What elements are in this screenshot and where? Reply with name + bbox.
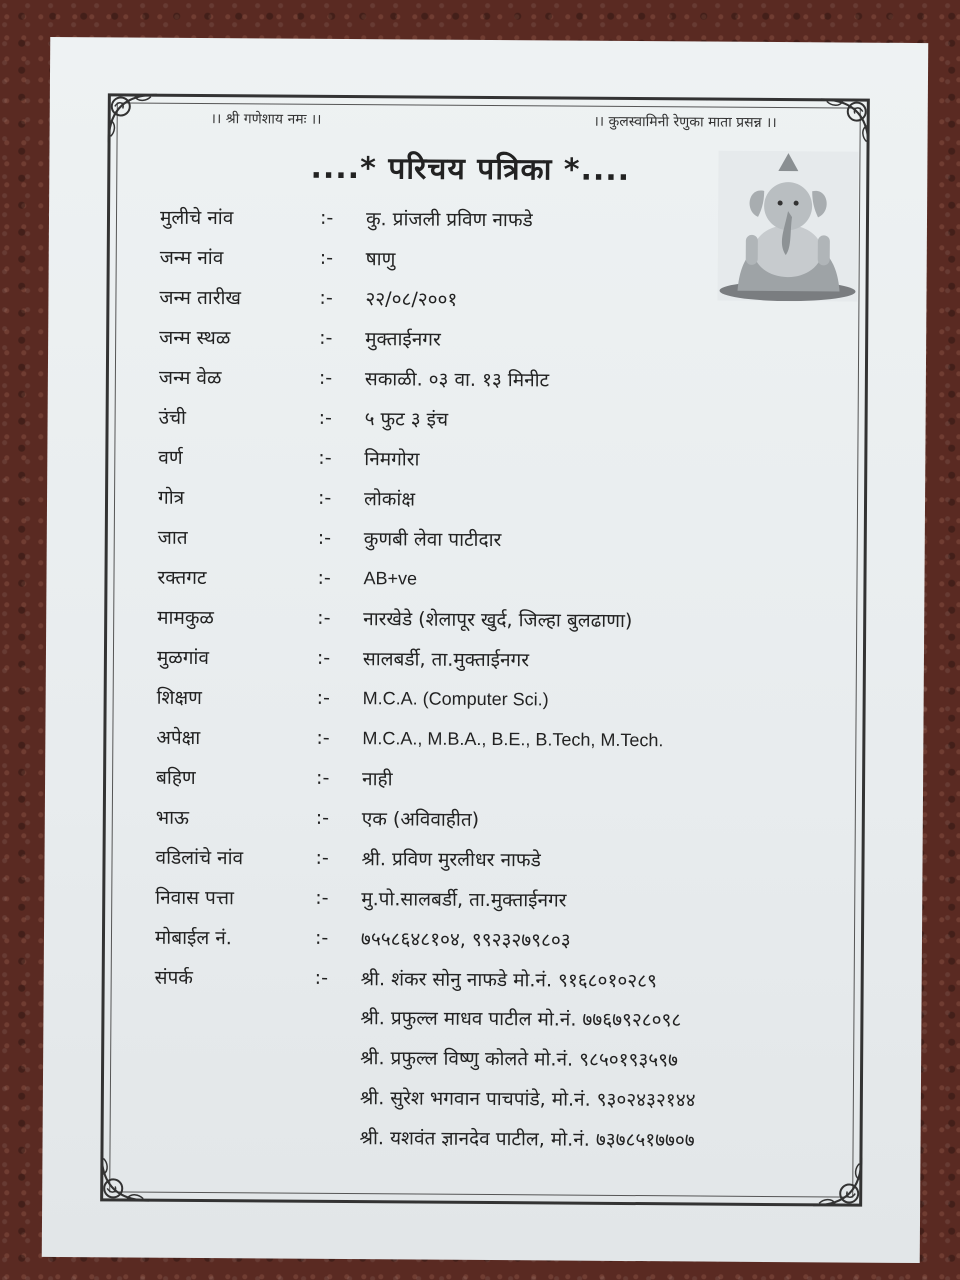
detail-row <box>156 717 836 762</box>
detail-value: कु. प्रांजली प्रविण नाफडे <box>365 208 533 232</box>
detail-separator: :- <box>317 486 332 509</box>
detail-separator: :- <box>315 886 329 909</box>
detail-label: जन्म नांव <box>159 246 224 270</box>
detail-separator: :- <box>318 366 333 389</box>
detail-row <box>158 477 838 522</box>
detail-separator: :- <box>319 246 334 269</box>
detail-label: निवास पत्ता <box>155 886 235 910</box>
detail-label: जन्म स्थळ <box>159 326 231 350</box>
detail-row <box>158 437 838 482</box>
detail-label: संपर्क <box>154 966 194 989</box>
detail-label: जन्म वेळ <box>158 366 222 390</box>
detail-row <box>159 317 839 362</box>
detail-value: ५ फुट ३ इंच <box>364 408 449 431</box>
detail-row <box>159 277 839 322</box>
detail-row <box>158 517 838 562</box>
detail-value: मुक्ताईनगर <box>365 328 441 351</box>
detail-row <box>156 797 836 842</box>
detail-value: नाही <box>362 768 393 791</box>
detail-separator: :- <box>317 566 331 589</box>
detail-row <box>157 557 837 602</box>
detail-label: शिक्षण <box>156 686 202 710</box>
detail-row <box>155 837 835 882</box>
detail-value: सालबर्डी, ता.मुक्ताईनगर <box>362 648 530 672</box>
contact-line: श्री. प्रफुल्ल विष्णु कोलते मो.नं. ९८५०१९३५९७ <box>360 1047 679 1072</box>
detail-value: सकाळी. ०३ वा. १३ मिनीट <box>364 368 550 392</box>
detail-value: निमगोरा <box>364 448 420 471</box>
detail-separator: :- <box>319 206 334 229</box>
detail-separator: :- <box>316 686 331 709</box>
detail-separator: :- <box>314 966 329 989</box>
corner-ornament-icon <box>97 1148 153 1204</box>
detail-value: श्री. प्रविण मुरलीधर नाफडे <box>361 848 541 872</box>
detail-separator: :- <box>316 646 331 669</box>
biodata-paper <box>42 37 928 1263</box>
detail-separator: :- <box>317 606 331 629</box>
detail-value: २२/०८/२००१ <box>365 288 458 311</box>
detail-value: लोकांक्ष <box>363 488 416 511</box>
blessing-right: ।। कुलस्वामिनी रेणुका माता प्रसन्न ।। <box>593 113 777 132</box>
detail-value: नारखेडे (शेलापूर खुर्द, जिल्हा बुलढाणा) <box>363 608 633 633</box>
detail-value: M.C.A., M.B.A., B.E., B.Tech, M.Tech. <box>362 727 664 750</box>
corner-ornament-icon <box>105 90 161 146</box>
details-list <box>155 197 841 1002</box>
detail-row <box>159 357 839 402</box>
detail-row <box>157 637 837 682</box>
detail-value: एक (अविवाहीत) <box>361 808 480 831</box>
detail-separator: :- <box>314 926 329 949</box>
detail-separator: :- <box>319 326 333 349</box>
contact-line: श्री. सुरेश भगवान पाचपांडे, मो.नं. ९३०२४३२१४४ <box>359 1087 696 1112</box>
detail-separator: :- <box>317 526 332 549</box>
detail-row <box>155 957 835 1002</box>
detail-row <box>155 917 835 962</box>
detail-value: षाणु <box>365 248 396 271</box>
page-title: ....* परिचय पत्रिका *.... <box>310 150 631 189</box>
detail-value: AB+ve <box>363 567 418 589</box>
ornamental-border <box>100 93 870 1206</box>
detail-label: उंची <box>158 406 187 429</box>
contact-line: श्री. प्रफुल्ल माधव पाटील मो.नं. ७७६७९२८०९८ <box>360 1007 682 1032</box>
detail-row <box>158 397 838 442</box>
corner-ornament-icon <box>816 95 872 151</box>
detail-separator: :- <box>318 446 332 469</box>
detail-row <box>160 197 840 242</box>
detail-row <box>160 237 840 282</box>
detail-value: M.C.A. (Computer Sci.) <box>362 687 549 709</box>
detail-separator: :- <box>316 766 330 789</box>
detail-label: वर्ण <box>158 446 183 469</box>
detail-label: गोत्र <box>157 486 185 509</box>
detail-label: मोबाईल नं. <box>154 926 232 950</box>
detail-label: भाऊ <box>155 806 190 829</box>
detail-separator: :- <box>316 726 330 749</box>
detail-label: अपेक्षा <box>156 726 201 750</box>
detail-label: वडिलांचे नांव <box>155 846 244 870</box>
detail-separator: :- <box>315 846 329 869</box>
detail-separator: :- <box>318 406 332 429</box>
contacts-list <box>359 998 696 1160</box>
detail-label: मुलीचे नांव <box>159 206 234 230</box>
corner-ornament-icon <box>809 1153 865 1209</box>
detail-label: जात <box>157 526 188 549</box>
detail-value: मु.पो.सालबर्डी, ता.मुक्ताईनगर <box>361 888 567 912</box>
detail-separator: :- <box>315 806 330 829</box>
detail-label: मामकुळ <box>157 606 214 630</box>
detail-label: बहिण <box>156 766 196 789</box>
detail-row <box>157 597 837 642</box>
detail-label: रक्तगट <box>157 566 207 590</box>
detail-row <box>155 877 835 922</box>
detail-label: जन्म तारीख <box>159 286 242 310</box>
detail-separator: :- <box>319 286 333 309</box>
detail-value: कुणबी लेवा पाटीदार <box>363 528 502 552</box>
detail-row <box>156 757 836 802</box>
detail-value: ७५५८६४८१०४, ९९२३२७९८०३ <box>360 928 571 952</box>
detail-label: मुळगांव <box>156 646 209 670</box>
detail-value: श्री. शंकर सोनु नाफडे मो.नं. ९१६८०१०२८९ <box>360 968 657 993</box>
contact-line: श्री. यशवंत ज्ञानदेव पाटील, मो.नं. ७३७८५१७७०७ <box>359 1127 695 1152</box>
blessing-left: ।। श्री गणेशाय नमः ।। <box>210 111 322 128</box>
detail-row <box>157 677 837 722</box>
